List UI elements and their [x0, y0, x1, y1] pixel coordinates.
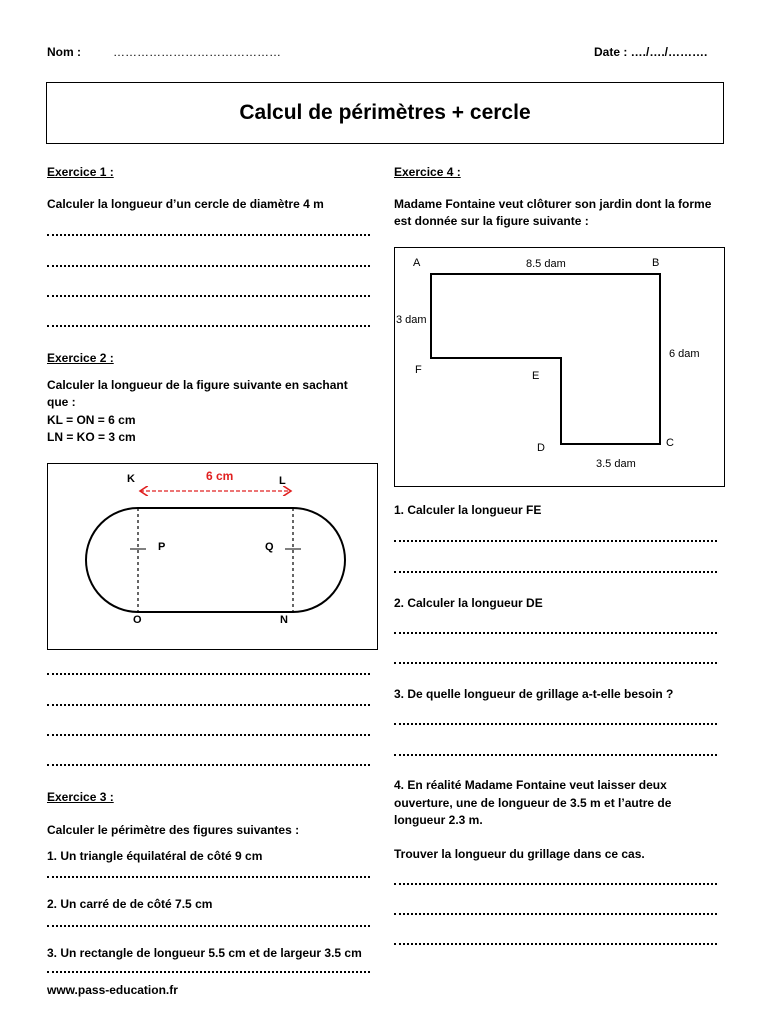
answer-line[interactable]: [47, 969, 370, 973]
answer-line[interactable]: [394, 569, 717, 573]
answer-line[interactable]: [394, 538, 717, 542]
name-label: Nom :: [47, 45, 81, 59]
ex2-question-line2: que :: [47, 395, 76, 409]
ex3-item3: 3. Un rectangle de longueur 5.5 cm et de largeur 3.5 cm: [47, 946, 362, 960]
label-p: P: [158, 541, 166, 553]
answer-line[interactable]: [394, 630, 717, 634]
answer-line[interactable]: [47, 923, 370, 927]
ex2-heading: Exercice 2 :: [47, 351, 114, 365]
label-o: O: [133, 614, 142, 626]
ex4-intro-line1: Madame Fontaine veut clôturer son jardin dont la forme: [394, 197, 712, 211]
answer-line[interactable]: [394, 660, 717, 664]
answer-line[interactable]: [47, 323, 370, 327]
ex3-item2: 2. Un carré de de côté 7.5 cm: [47, 897, 213, 911]
answer-line[interactable]: [47, 263, 370, 267]
ex1-heading: Exercice 1 :: [47, 165, 114, 179]
label-bc: 6 dam: [669, 348, 700, 360]
page-title: Calcul de périmètres + cercle: [239, 101, 531, 124]
answer-line[interactable]: [394, 752, 717, 756]
label-af: 3 dam: [396, 314, 427, 326]
ex4-q3: 3. De quelle longueur de grillage a-t-elle besoin ?: [394, 687, 674, 701]
label-c: C: [666, 437, 674, 449]
label-n: N: [280, 614, 288, 626]
label-measure: 6 cm: [206, 469, 234, 483]
label-e: E: [532, 370, 540, 382]
ex4-q4-line3: longueur 2.3 m.: [394, 813, 483, 827]
garden-figure: [394, 247, 725, 487]
label-d: D: [537, 442, 545, 454]
name-field[interactable]: ……………………………………: [113, 45, 281, 59]
answer-line[interactable]: [394, 721, 717, 725]
footer-url[interactable]: www.pass-education.fr: [47, 983, 178, 997]
answer-line[interactable]: [47, 874, 370, 878]
label-ab: 8.5 dam: [526, 258, 566, 270]
ex2-question-line1: Calculer la longueur de la figure suivante en sachant: [47, 378, 348, 392]
label-q: Q: [265, 541, 274, 553]
answer-line[interactable]: [47, 762, 370, 766]
ex2-question-line4: LN = KO = 3 cm: [47, 430, 136, 444]
ex4-q4-line2: ouverture, une de longueur de 3.5 m et l’autre de: [394, 796, 672, 810]
label-l: L: [279, 475, 286, 487]
ex4-q1: 1. Calculer la longueur FE: [394, 503, 542, 517]
ex2-question-line3: KL = ON = 6 cm: [47, 413, 136, 427]
ex4-q4-line4: Trouver la longueur du grillage dans ce cas.: [394, 847, 645, 861]
ex4-heading: Exercice 4 :: [394, 165, 461, 179]
stadium-outline: [86, 508, 345, 612]
answer-line[interactable]: [394, 911, 717, 915]
ex3-intro: Calculer le périmètre des figures suivantes :: [47, 823, 300, 837]
ex3-item1: 1. Un triangle équilatéral de côté 9 cm: [47, 849, 263, 863]
label-k: K: [127, 473, 135, 485]
garden-outline: [431, 274, 660, 444]
label-a: A: [413, 257, 421, 269]
answer-line[interactable]: [47, 232, 370, 236]
label-dc: 3.5 dam: [596, 458, 636, 470]
answer-line[interactable]: [47, 702, 370, 706]
answer-line[interactable]: [47, 671, 370, 675]
title-box: [46, 82, 724, 144]
stadium-figure: [47, 463, 378, 650]
ex4-q4-line1: 4. En réalité Madame Fontaine veut laisser deux: [394, 778, 667, 792]
label-b: B: [652, 257, 660, 269]
answer-line[interactable]: [47, 732, 370, 736]
answer-line[interactable]: [47, 293, 370, 297]
answer-line[interactable]: [394, 941, 717, 945]
label-f: F: [415, 364, 422, 376]
answer-line[interactable]: [394, 881, 717, 885]
ex1-question: Calculer la longueur d’un cercle de diamètre 4 m: [47, 197, 324, 211]
date-field[interactable]: Date : …./…./……….: [594, 45, 708, 59]
ex4-intro-line2: est donnée sur la figure suivante :: [394, 214, 589, 228]
ex3-heading: Exercice 3 :: [47, 790, 114, 804]
ex4-q2: 2. Calculer la longueur DE: [394, 596, 543, 610]
